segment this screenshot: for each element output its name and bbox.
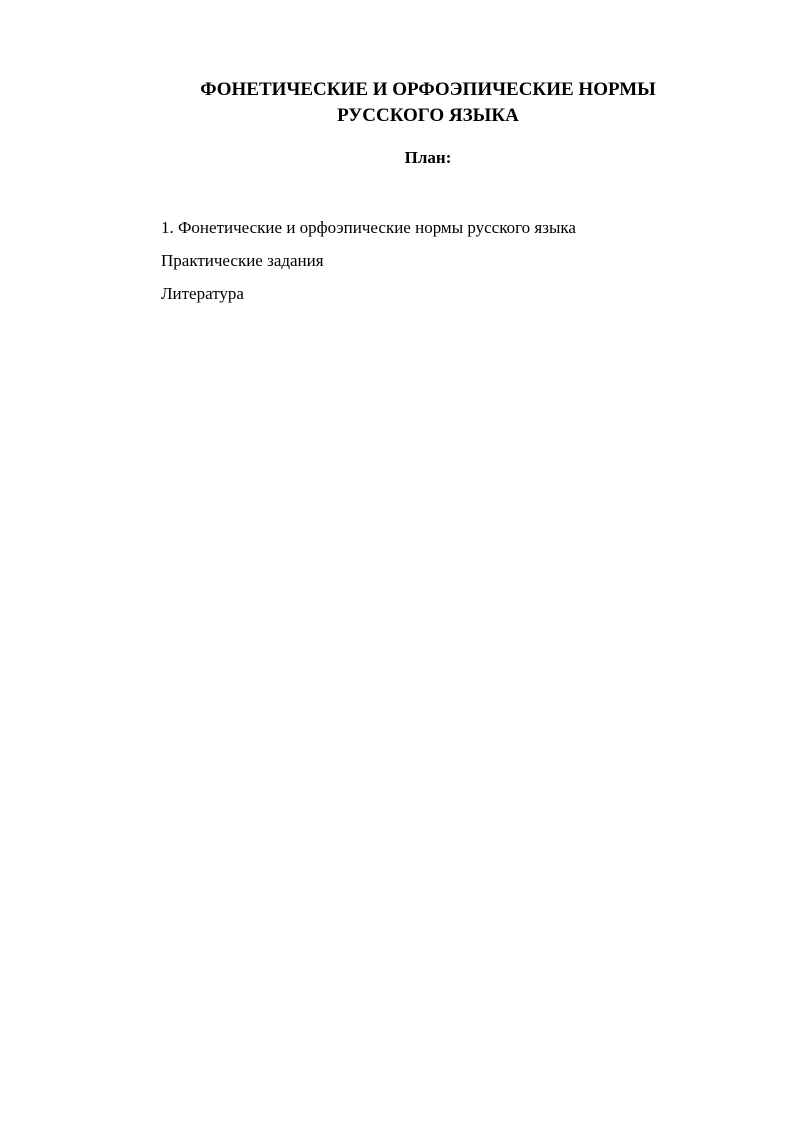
table-of-contents <box>161 217 576 316</box>
document-title <box>100 77 756 129</box>
plan-heading: План: <box>404 148 452 167</box>
toc-item: Литература <box>161 284 244 303</box>
document-title-line: ФОНЕТИЧЕСКИЕ И ОРФОЭПИЧЕСКИЕ НОРМЫ <box>200 79 656 100</box>
toc-item: Практические задания <box>161 251 324 270</box>
document-title-line: РУССКОГО ЯЗЫКА <box>337 105 519 126</box>
toc-item: 1. Фонетические и орфоэпические нормы русского языка <box>161 218 576 237</box>
